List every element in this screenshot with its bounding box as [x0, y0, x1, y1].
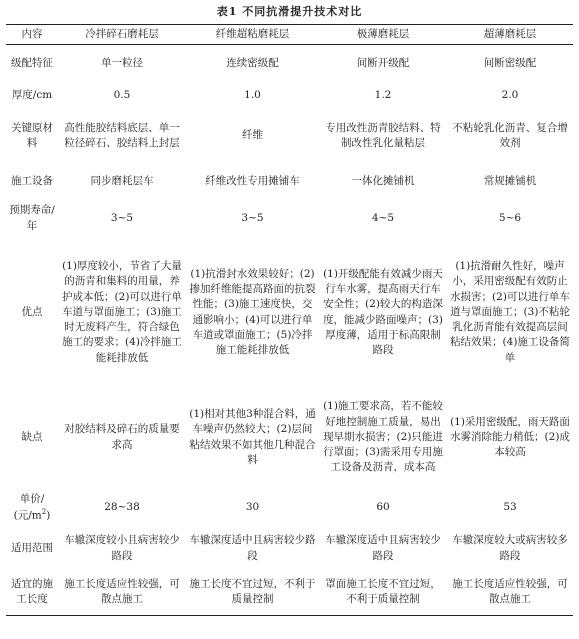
table-cell: 一体化摊铺机 [351, 174, 415, 187]
table-cell: (1)抗滑封水效果较好；(2)掺加纤维能提高路面的抗裂性能；(3)施工速度快，交通影响小；(4)可以进行单车道或罩面施工；(5)冷拌施工能耗排放低 [189, 267, 316, 356]
table-cell: 单一粒径 [101, 57, 143, 70]
column-header: 超薄磨耗层 [447, 25, 573, 45]
table-cell: 3~5 [241, 211, 264, 224]
table-header-row [6, 25, 573, 45]
table-row [6, 200, 573, 238]
table-cell: 不粘轮乳化沥青、复合增效剂 [452, 121, 568, 149]
row-label: 单价/ (元$/m^2$) [13, 492, 51, 522]
table-row [6, 528, 573, 570]
table-row [6, 488, 573, 528]
table-cell: 车辙深度较小且病害较少路段 [64, 534, 180, 562]
column-header: 纤维超粘磨耗层 [186, 25, 319, 45]
table-cell: 0.5 [113, 88, 131, 101]
table-cell: (1)施工要求高，若不能较好地控制施工质量，易出现早期水损害；(2)只能进行罩面；(3)需采用专用施工设备及沥青，成本高 [323, 400, 443, 474]
table-row [6, 388, 573, 488]
row-label: 预期寿命/年 [9, 204, 55, 232]
table-cell: 专用改性沥青胶结料、特制改性乳化量粘层 [325, 121, 441, 149]
column-header: 冷拌碎石磨耗层 [58, 25, 186, 45]
table-cell: (1)相对其他3种混合料，通车噪声仍然较大；(2)层间粘结效果不如其他几种混合料 [189, 408, 316, 466]
table-row [6, 570, 573, 616]
table-cell: 纤维改性专用摊铺车 [205, 174, 300, 187]
row-label: 缺点 [21, 430, 43, 443]
table-cell: (1)采用密级配，雨天路面水雾消除能力稍低；(2)成本较高 [450, 415, 570, 459]
column-header: 内容 [6, 25, 58, 45]
table-cell: 车辙深度适中且病害较少路段 [325, 534, 441, 562]
table-title: 表1 不同抗滑提升技术对比 [216, 5, 363, 18]
table-cell: 常规摊铺机 [483, 174, 537, 187]
row-label: 适用范围 [11, 541, 53, 554]
row-label: 厚度/cm [11, 88, 53, 101]
table-cell: 2.0 [501, 88, 519, 101]
table-cell: 3~5 [110, 211, 134, 224]
table-cell: 连续密级配 [226, 57, 279, 70]
table-cell: 对胶结料及碎石的质量要求高 [64, 423, 180, 451]
table-cell: 纤维 [242, 129, 263, 142]
table-cell: 5~6 [498, 211, 522, 224]
table-cell: 施工长度适应性较强，可散点施工 [447, 570, 573, 616]
table-row [6, 238, 573, 388]
table-cell: 高性能胶结料底层、单一粒径碎石、胶结料上封层 [64, 121, 180, 149]
row-label: 施工设备 [11, 174, 53, 187]
table-cell: 53 [503, 500, 517, 513]
table-cell: 施工长度不宜过短，不利于质量控制 [186, 570, 319, 616]
column-header: 极薄磨耗层 [319, 25, 447, 45]
table-cell: 施工长度适应性较强，可散点施工 [58, 570, 186, 616]
table-row [6, 164, 573, 200]
table-cell: 60 [376, 500, 390, 513]
table-cell: (1)开级配能有效减少雨天行车水雾，提高雨天行车安全性；(2)较大的构造深度，能减少路面噪声；(3)厚度薄，适用于标高限制路段 [323, 267, 443, 356]
table-cell: 车辙深度较大或病害较多路段 [452, 534, 568, 562]
row-label: 关键原材料 [11, 121, 53, 149]
table-cell: 间断开级配 [356, 57, 410, 70]
table-cell: 间断密级配 [483, 57, 537, 70]
table-cell: 1.2 [374, 88, 392, 101]
table-cell: (1)抗滑耐久性好，噪声小，采用密级配有效防止水损害；(2)可以进行单车道与罩面施工；(3)不粘轮乳化沥青能有效提高层间粘结效果；(4)施工设备简单 [450, 260, 570, 364]
table-cell: 车辙深度适中且病害较少路段 [189, 534, 316, 562]
table-cell: 30 [245, 500, 260, 513]
comparison-table [6, 24, 573, 616]
table-row [6, 83, 573, 109]
table-cell: 同步磨耗层车 [90, 174, 154, 187]
row-label: 级配特征 [11, 57, 53, 70]
row-label: 适宜的施工长度 [6, 570, 58, 616]
table-cell: 28~38 [104, 500, 140, 513]
table-cell: 1.0 [244, 88, 261, 101]
table-cell: 罩面施工长度不宜过短，不利于质量控制 [319, 570, 447, 616]
table-row [6, 109, 573, 164]
table-row [6, 45, 573, 83]
table-cell: (1)厚度较小，节省了大量的沥青和集料的用量，养护成本低；(2)可以进行单车道与罩面施工；(3)施工时无废料产生，符合绿色施工的要求；(4)冷拌施工能耗排放低 [62, 260, 182, 364]
table-cell: 4~5 [371, 211, 395, 224]
row-label: 优点 [21, 305, 43, 318]
